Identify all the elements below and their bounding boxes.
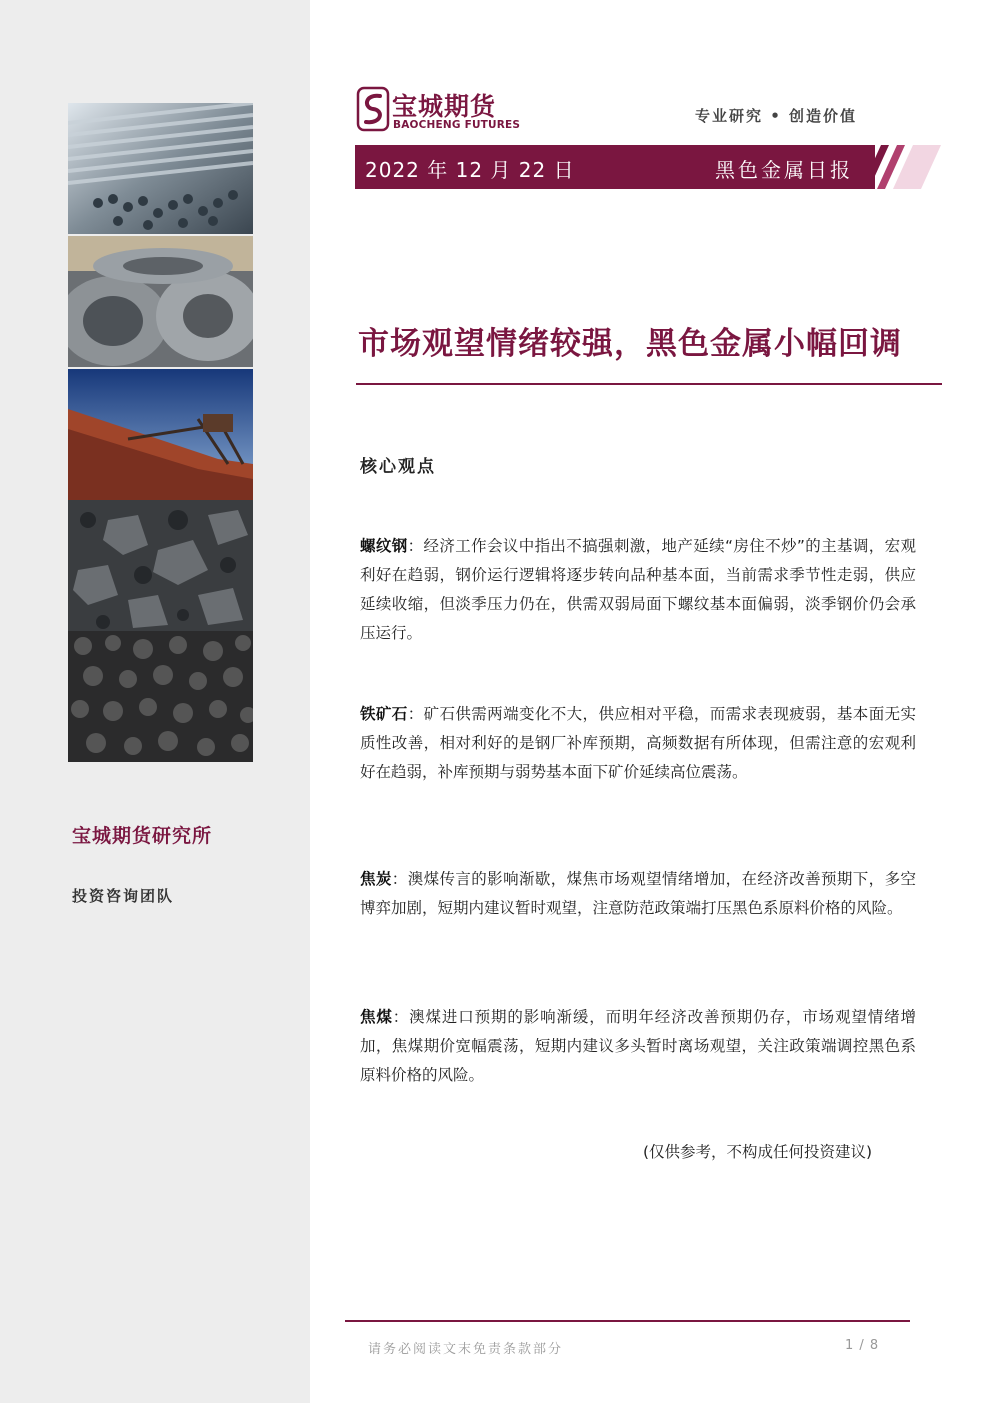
- paragraph-text: ：经济工作会议中指出不搞强刺激，地产延续“房住不炒”的主基调，宏观利好在趋弱，钢价运行逻辑将逐步转向品种基本面，当前需求季节性走弱，供应延续收缩，但淡季压力仍在，供需双弱局面下螺纹基本面偏弱，淡季钢价仍会承压运行。: [360, 537, 916, 642]
- logo-mark-icon: [356, 86, 390, 132]
- ore-stacker-photo: [68, 369, 253, 500]
- rebar-photo: [68, 103, 253, 234]
- paragraph-rebar: [360, 532, 916, 648]
- title-divider: [356, 383, 942, 385]
- paragraph-label: 铁矿石: [360, 705, 408, 723]
- report-date: 2022 年 12 月 22 日: [365, 158, 575, 182]
- research-team-name: 投资咨询团队: [72, 887, 175, 905]
- footer-divider: [345, 1320, 910, 1322]
- page-number: 1 / 8: [845, 1338, 880, 1353]
- disclaimer: (仅供参考，不构成任何投资建议): [643, 1143, 873, 1161]
- coal-lumps-photo: [68, 500, 253, 631]
- paragraph-label: 螺纹钢: [360, 537, 408, 555]
- paragraph-iron-ore: [360, 700, 916, 787]
- slogan: 专业研究 • 创造价值: [695, 107, 858, 125]
- sidebar: [0, 0, 310, 1403]
- coke-pile-photo: [68, 631, 253, 762]
- paragraph-text: ：澳煤进口预期的影响渐缓，而明年经济改善预期仍存，市场观望情绪增加，焦煤期价宽幅震荡，短期内建议多头暂时离场观望，关注政策端调控黑色系原料价格的风险。: [360, 1008, 916, 1084]
- logo-text-en: BAOCHENG FUTURES: [393, 119, 521, 131]
- report-type: 黑色金属日报: [715, 158, 853, 182]
- paragraph-text: ：矿石供需两端变化不大，供应相对平稳，而需求表现疲弱，基本面无实质性改善，相对利好的是钢厂补库预期，高频数据有所体现，但需注意的宏观利好在趋弱，补库预期与弱势基本面下矿价延续高位震荡。: [360, 705, 916, 781]
- paragraph-text: ：澳煤传言的影响渐歇，煤焦市场观望情绪增加，在经济改善预期下，多空博弈加剧，短期内建议暂时观望，注意防范政策端打压黑色系原料价格的风险。: [360, 870, 916, 917]
- footer-note: 请务必阅读文末免责条款部分: [368, 1342, 564, 1357]
- section-title: 核心观点: [360, 457, 436, 477]
- research-institute-name: 宝城期货研究所: [72, 825, 213, 847]
- paragraph-label: 焦炭: [360, 870, 392, 888]
- page-title: 市场观望情绪较强，黑色金属小幅回调: [358, 326, 902, 362]
- paragraph-coke: [360, 865, 916, 923]
- date-banner: [355, 145, 875, 189]
- banner-stripes-decoration: [855, 145, 945, 189]
- paragraph-coking-coal: [360, 1003, 916, 1090]
- company-logo: [356, 86, 526, 136]
- paragraph-label: 焦煤: [360, 1008, 393, 1026]
- logo-text-cn: 宝城期货: [392, 92, 497, 121]
- steel-coil-photo: [68, 236, 253, 367]
